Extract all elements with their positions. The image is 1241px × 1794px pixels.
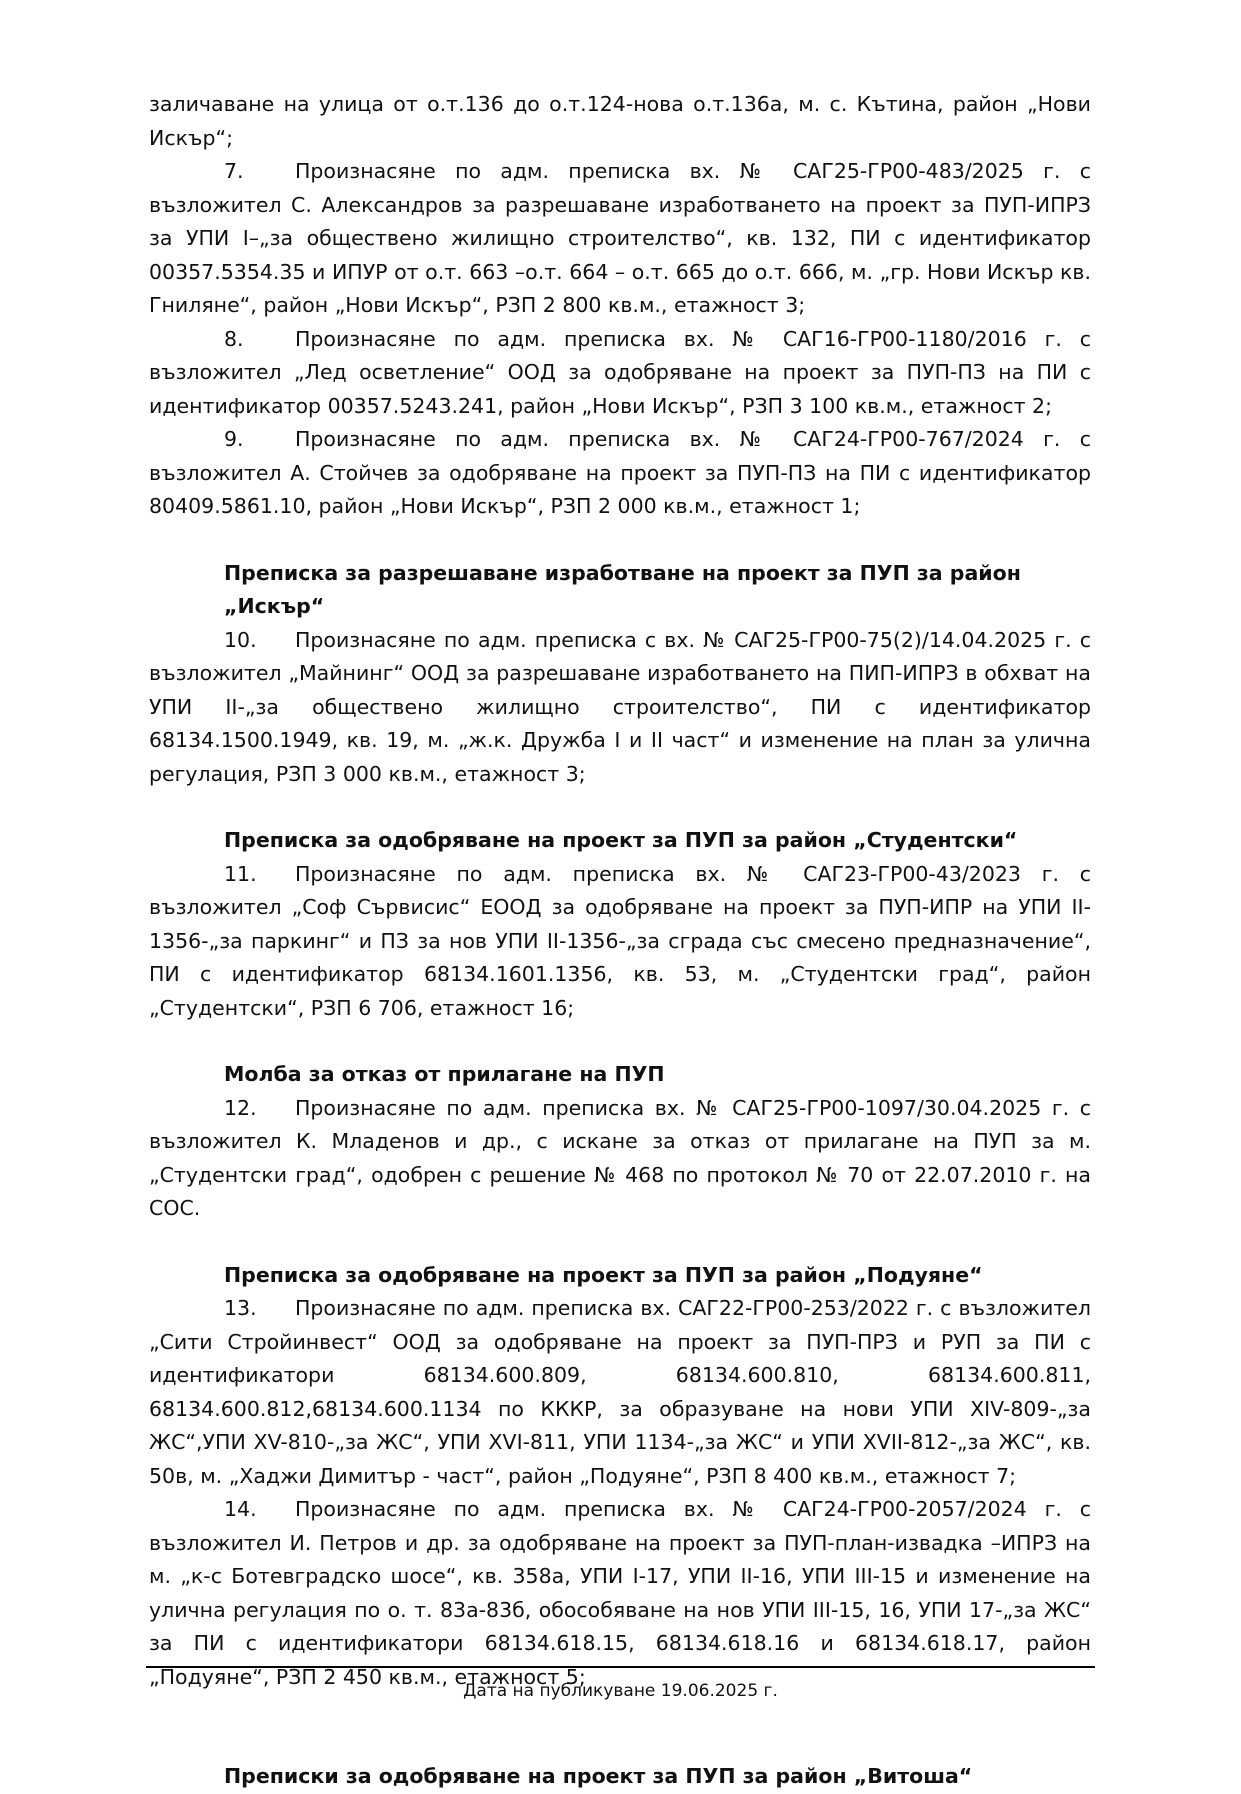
item-text: Произнасяне по адм. преписка вх. № САГ25-ГР00-483/2025 г. с възложител С. Александров за разрешаване изработването на проект за ПУП-ИПРЗ за УПИ I–„за обществено жилищно строителство“, кв. 132, ПИ с идентификатор 00357.5354.35 и ИПУР от о.т. 663 –о.т. 664 – о.т. 665 до о.т. 666, м. „гр. Нови Искър кв. Гниляне“, район „Нови Искър“, РЗП 2 800 кв.м., етажност 3; [149, 159, 1091, 317]
item-number: 12. [224, 1095, 257, 1120]
section-heading-vitosha: Преписки за одобряване на проект за ПУП за район „Витоша“ [224, 1764, 973, 1788]
item-number: 13. [224, 1296, 257, 1320]
item-number: 7. [224, 159, 244, 183]
agenda-item [149, 1092, 1091, 1226]
footer-divider [146, 1666, 1095, 1668]
item-number: 11. [224, 861, 257, 886]
agenda-item [149, 155, 1091, 323]
item-number: 10. [224, 627, 257, 652]
agenda-item [149, 1292, 1091, 1493]
item-number: 9. [224, 427, 244, 451]
section-heading-poduyane: Преписка за одобряване на проект за ПУП за район „Подуяне“ [224, 1262, 983, 1287]
item-text: Произнасяне по адм. преписка вх. № САГ24-ГР00-767/2024 г. с възложител А. Стойчев за одобряване на проект за ПУП-ПЗ на ПИ с идентификатор 80409.5861.10, район „Нови Искър“, РЗП 2 000 кв.м., етажност 1; [149, 427, 1091, 518]
agenda-item [149, 624, 1091, 792]
agenda-item [149, 423, 1091, 524]
item-text: Произнасяне по адм. преписка с вх. № САГ25-ГР00-75(2)/14.04.2025 г. с възложител „Майнинг“ ООД за разрешаване изработването на ПИП-ИПРЗ в обхват на УПИ II-„за обществено жилищно строителство“, ПИ с идентификатор 68134.1500.1949, кв. 19, м. „ж.к. Дружба I и II част“ и изменение на план за улична регулация, РЗП 3 000 кв.м., етажност 3; [149, 627, 1091, 786]
item-text: Произнасяне по адм. преписка вх. № САГ23-ГР00-43/2023 г. с възложител „Соф Сървисис“ ЕООД за одобряване на проект за ПУП-ИПР на УПИ II-1356-„за паркинг“ и ПЗ за нов УПИ II-1356-„за сграда със смесено предназначение“, ПИ с идентификатор 68134.1601.1356, кв. 53, м. „Студентски град“, район „Студентски“, РЗП 6 706, етажност 16; [149, 861, 1091, 1020]
item-number: 14. [224, 1497, 257, 1521]
section-heading-iskar: Преписка за разрешаване изработване на проект за ПУП за район „Искър“ [224, 560, 1021, 618]
section-heading-otkaz: Молба за отказ от прилагане на ПУП [224, 1062, 665, 1086]
section-heading-studentski: Преписка за одобряване на проект за ПУП за район „Студентски“ [224, 828, 1018, 852]
item-text: Произнасяне по адм. преписка вх. № САГ25-ГР00-1097/30.04.2025 г. с възложител К. Младенов и др., с искане за отказ от прилагане на ПУП за м. „Студентски град“, одобрен с решение № 468 по протокол № 70 от 22.07.2010 г. на СОС. [149, 1095, 1091, 1220]
item-number: 8. [224, 326, 244, 351]
agenda-item [149, 858, 1091, 1026]
item-text: Произнасяне по адм. преписка вх. № САГ16-ГР00-1180/2016 г. с възложител „Лед осветление“ ООД за одобряване на проект за ПУП-ПЗ на ПИ с идентификатор 00357.5243.241, район „Нови Искър“, РЗП 3 100 кв.м., етажност 2; [149, 326, 1091, 418]
item-text: Произнасяне по адм. преписка вх. № САГ24-ГР00-2057/2024 г. с възложител И. Петров и др. за одобряване на проект за ПУП-план-извадка –ИПРЗ на м. „к-с Ботевградско шосе“, кв. 358а, УПИ I-17, УПИ II-16, УПИ III-15 и изменение на улична регулация по о. т. 83а-83б, обособяване на нов УПИ III-15, 16, УПИ 17-„за ЖС“ за ПИ с идентификатори 68134.618.15, 68134.618.16 и 68134.618.17, район „Подуяне“, РЗП 2 450 кв.м., етажност 5; [149, 1497, 1091, 1689]
agenda-item [149, 323, 1091, 424]
agenda-item [149, 1493, 1091, 1694]
item-text: Произнасяне по адм. преписка вх. САГ22-ГР00-253/2022 г. с възложител „Сити Стройинвест“ ООД за одобряване на проект за ПУП-ПРЗ и РУП за ПИ с идентификатори 68134.600.809, 68134.600.810, 68134.600.811, 68134.600.812,68134.600.1134 по КККР, за образуване на нови УПИ XIV-809-„за ЖС“,УПИ XV-810-„за ЖС“, УПИ XVI-811, УПИ 1134-„за ЖС“ и УПИ XVII-812-„за ЖС“, кв. 50в, м. „Хаджи Димитър - част“, район „Подуяне“, РЗП 8 400 кв.м., етажност 7; [149, 1296, 1091, 1488]
intro-paragraph: заличаване на улица от о.т.136 до о.т.124-нова о.т.136а, м. с. Кътина, район „Нови Искър“; [149, 92, 1091, 150]
publish-date: Дата на публикуване 19.06.2025 г. [463, 1681, 778, 1701]
document-body [149, 88, 1091, 1794]
